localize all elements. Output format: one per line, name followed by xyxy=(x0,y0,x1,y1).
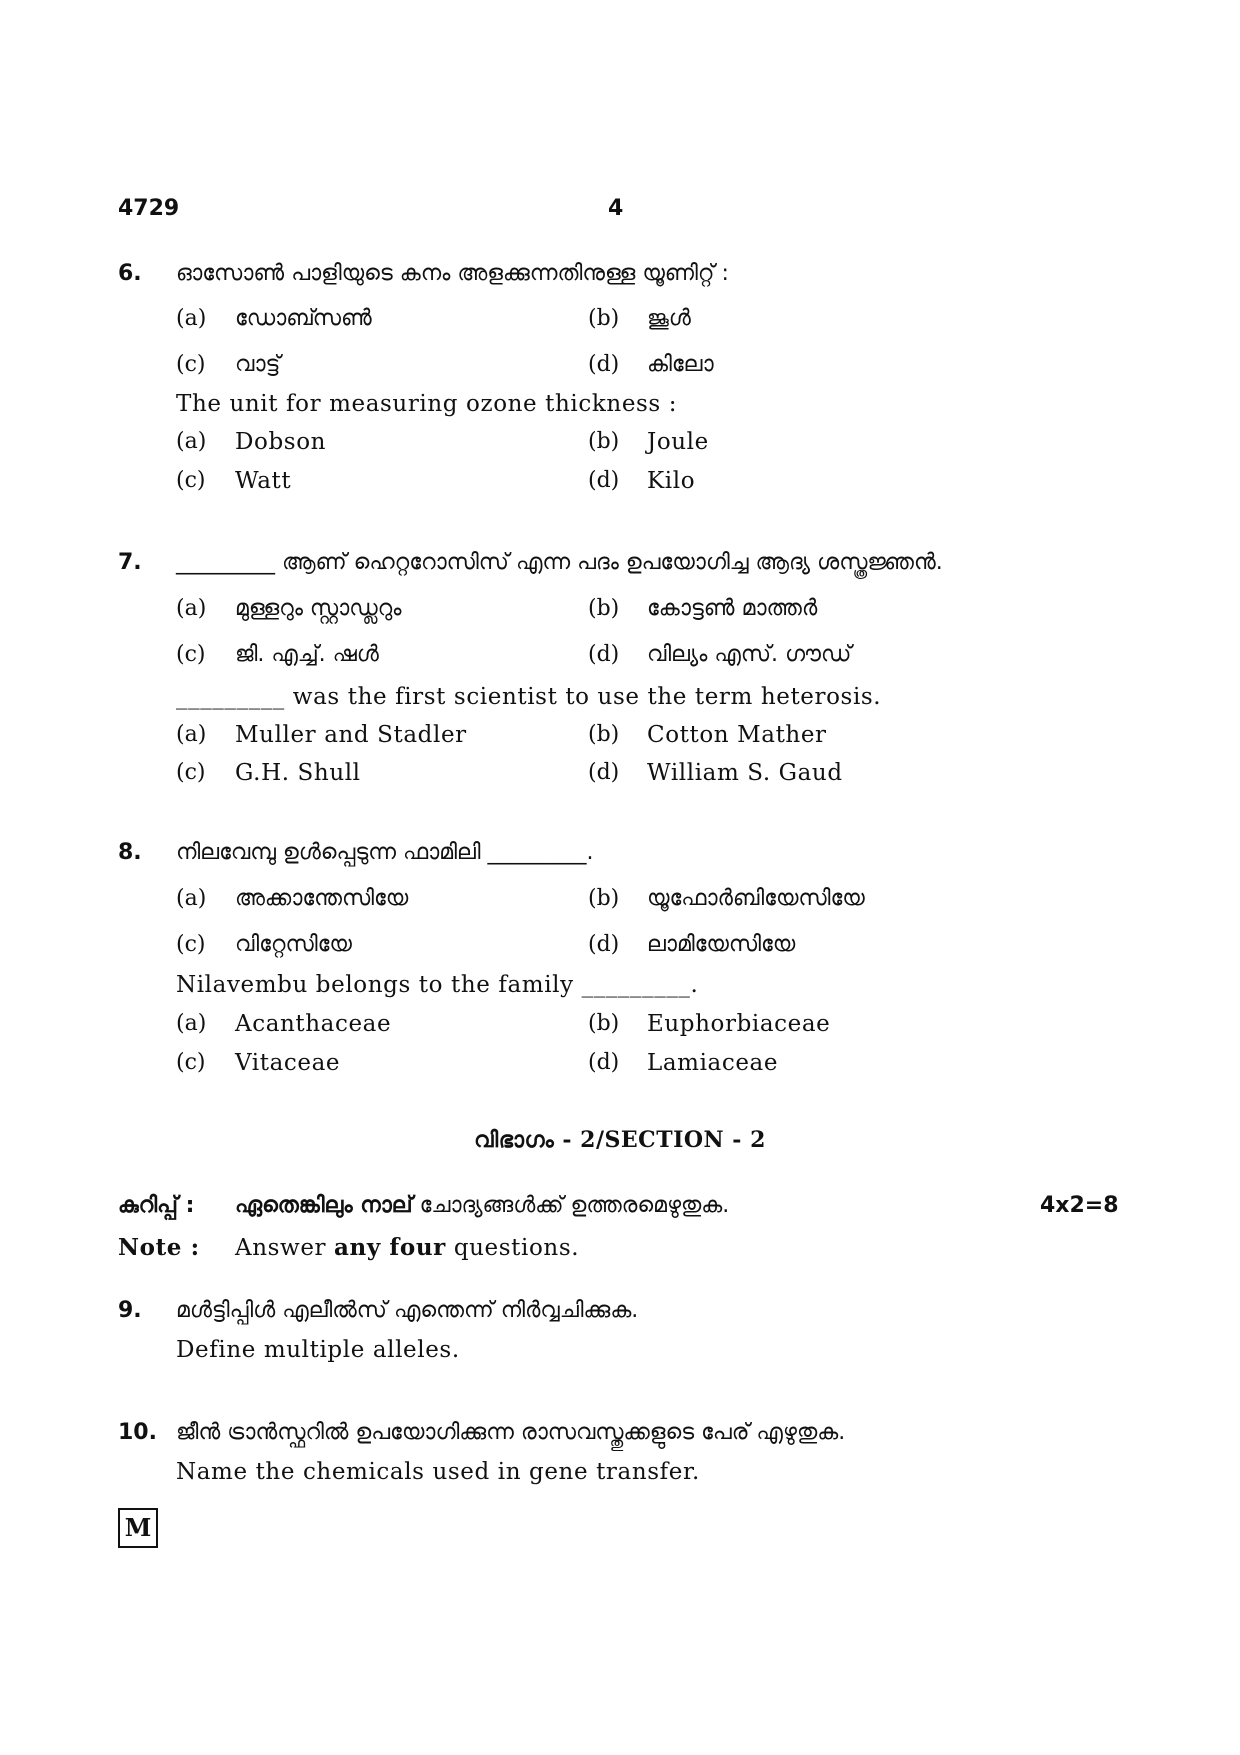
option-d-ml: ലാമിയേസിയേ xyxy=(647,932,796,957)
note-emphasis-en: any four xyxy=(334,1234,446,1261)
note-emphasis-ml: ഏതെങ്കിലും നാല് xyxy=(235,1193,413,1218)
question-text-ml: ജീൻ ട്രാൻസ്ഫറിൽ ഉപയോഗിക്കുന്ന രാസവസ്തുക്കളുടെ പേര് എഴുതുക. xyxy=(176,1420,846,1445)
option-label-b: (b) xyxy=(588,429,620,454)
option-a-ml: ഡോബ്സൺ xyxy=(235,306,372,331)
option-d-en: William S. Gaud xyxy=(647,760,843,786)
option-d-ml: വില്യം എസ്. ഗൗഡ് xyxy=(647,642,852,667)
option-label-d: (d) xyxy=(588,642,620,667)
option-label-c: (c) xyxy=(176,352,206,377)
option-label-d: (d) xyxy=(588,932,620,957)
option-b-ml: യൂഫോർബിയേസിയേ xyxy=(647,886,865,911)
note-rest-ml: ചോദ്യങ്ങൾക്ക് ഉത്തരമെഴുതുക. xyxy=(412,1193,730,1218)
option-label-d: (d) xyxy=(588,352,620,377)
option-label-c: (c) xyxy=(176,468,206,493)
option-label-d: (d) xyxy=(588,1050,620,1075)
section-title: വിഭാഗം - 2/SECTION - 2 xyxy=(474,1127,766,1153)
question-text-en: Define multiple alleles. xyxy=(176,1337,460,1363)
note-text-ml xyxy=(235,1193,729,1218)
note-post-en: questions. xyxy=(445,1235,580,1261)
option-label-b: (b) xyxy=(588,306,620,331)
note-label-ml: കുറിപ്പ് : xyxy=(118,1193,195,1218)
option-label-a: (a) xyxy=(176,429,207,454)
option-c-ml: വാട്ട് xyxy=(235,352,281,377)
option-d-en: Lamiaceae xyxy=(647,1050,779,1076)
option-b-ml: കോട്ടൺ മാത്തർ xyxy=(647,596,818,621)
option-a-en: Muller and Stadler xyxy=(235,722,467,748)
option-label-d: (d) xyxy=(588,468,620,493)
option-a-ml: മുള്ളറും സ്റ്റാഡ്ലറും xyxy=(235,596,402,621)
question-number: 6. xyxy=(118,261,142,286)
question-text-en: Name the chemicals used in gene transfer. xyxy=(176,1459,700,1485)
question-text-ml: ഓസോൺ പാളിയുടെ കനം അളക്കുന്നതിനുള്ള യൂണിറ്റ് : xyxy=(176,261,729,286)
question-text-ml: മൾട്ടിപ്പിൾ എലീൽസ് എന്തെന്ന് നിർവ്വചിക്കുക. xyxy=(176,1298,639,1323)
paper-code: 4729 xyxy=(118,196,180,221)
option-a-ml: അക്കാന്തേസിയേ xyxy=(235,886,409,911)
option-label-a: (a) xyxy=(176,1011,207,1036)
option-c-en: Vitaceae xyxy=(235,1050,341,1076)
option-d-ml: കിലോ xyxy=(647,352,714,377)
option-label-a: (a) xyxy=(176,722,207,747)
question-text-en: The unit for measuring ozone thickness : xyxy=(176,391,678,417)
option-b-en: Euphorbiaceae xyxy=(647,1011,831,1037)
option-label-a: (a) xyxy=(176,886,207,911)
question-number: 9. xyxy=(118,1298,142,1323)
option-label-c: (c) xyxy=(176,642,206,667)
option-c-en: G.H. Shull xyxy=(235,760,361,786)
page-number: 4 xyxy=(608,196,624,221)
question-text-ml: നിലവേമ്പു ഉൾപ്പെടുന്ന ഫാമിലി _________. xyxy=(176,840,594,865)
option-label-a: (a) xyxy=(176,306,207,331)
option-a-en: Dobson xyxy=(235,429,327,455)
note-label-en: Note : xyxy=(118,1234,200,1261)
option-label-c: (c) xyxy=(176,1050,206,1075)
option-label-d: (d) xyxy=(588,760,620,785)
option-label-b: (b) xyxy=(588,722,620,747)
option-label-a: (a) xyxy=(176,596,207,621)
option-d-en: Kilo xyxy=(647,468,696,494)
option-a-en: Acanthaceae xyxy=(235,1011,392,1037)
option-b-en: Joule xyxy=(647,429,709,455)
question-text-en: _________ was the first scientist to use the term heterosis. xyxy=(176,684,882,710)
option-label-b: (b) xyxy=(588,1011,620,1036)
question-text-en: Nilavembu belongs to the family _________. xyxy=(176,972,699,998)
note-pre-en: Answer xyxy=(235,1235,335,1261)
question-text-ml: _________ ആണ് ഹെറ്ററോസിസ് എന്ന പദം ഉപയോഗിച്ച ആദ്യ ശസ്ത്രജ്ഞൻ. xyxy=(176,550,943,575)
question-number: 7. xyxy=(118,550,142,575)
option-c-ml: വിറ്റേസിയേ xyxy=(235,932,352,957)
option-label-b: (b) xyxy=(588,596,620,621)
option-label-c: (c) xyxy=(176,760,206,785)
marks-distribution: 4x2=8 xyxy=(1040,1193,1119,1218)
footer-m-mark: M xyxy=(118,1508,158,1548)
option-b-en: Cotton Mather xyxy=(647,722,827,748)
question-number: 8. xyxy=(118,840,142,865)
option-c-ml: ജി. എച്ച്. ഷൾ xyxy=(235,642,379,667)
note-text-en xyxy=(235,1234,579,1261)
option-c-en: Watt xyxy=(235,468,292,494)
option-b-ml: ജൂൾ xyxy=(647,306,691,331)
question-number: 10. xyxy=(118,1420,157,1445)
option-label-b: (b) xyxy=(588,886,620,911)
option-label-c: (c) xyxy=(176,932,206,957)
